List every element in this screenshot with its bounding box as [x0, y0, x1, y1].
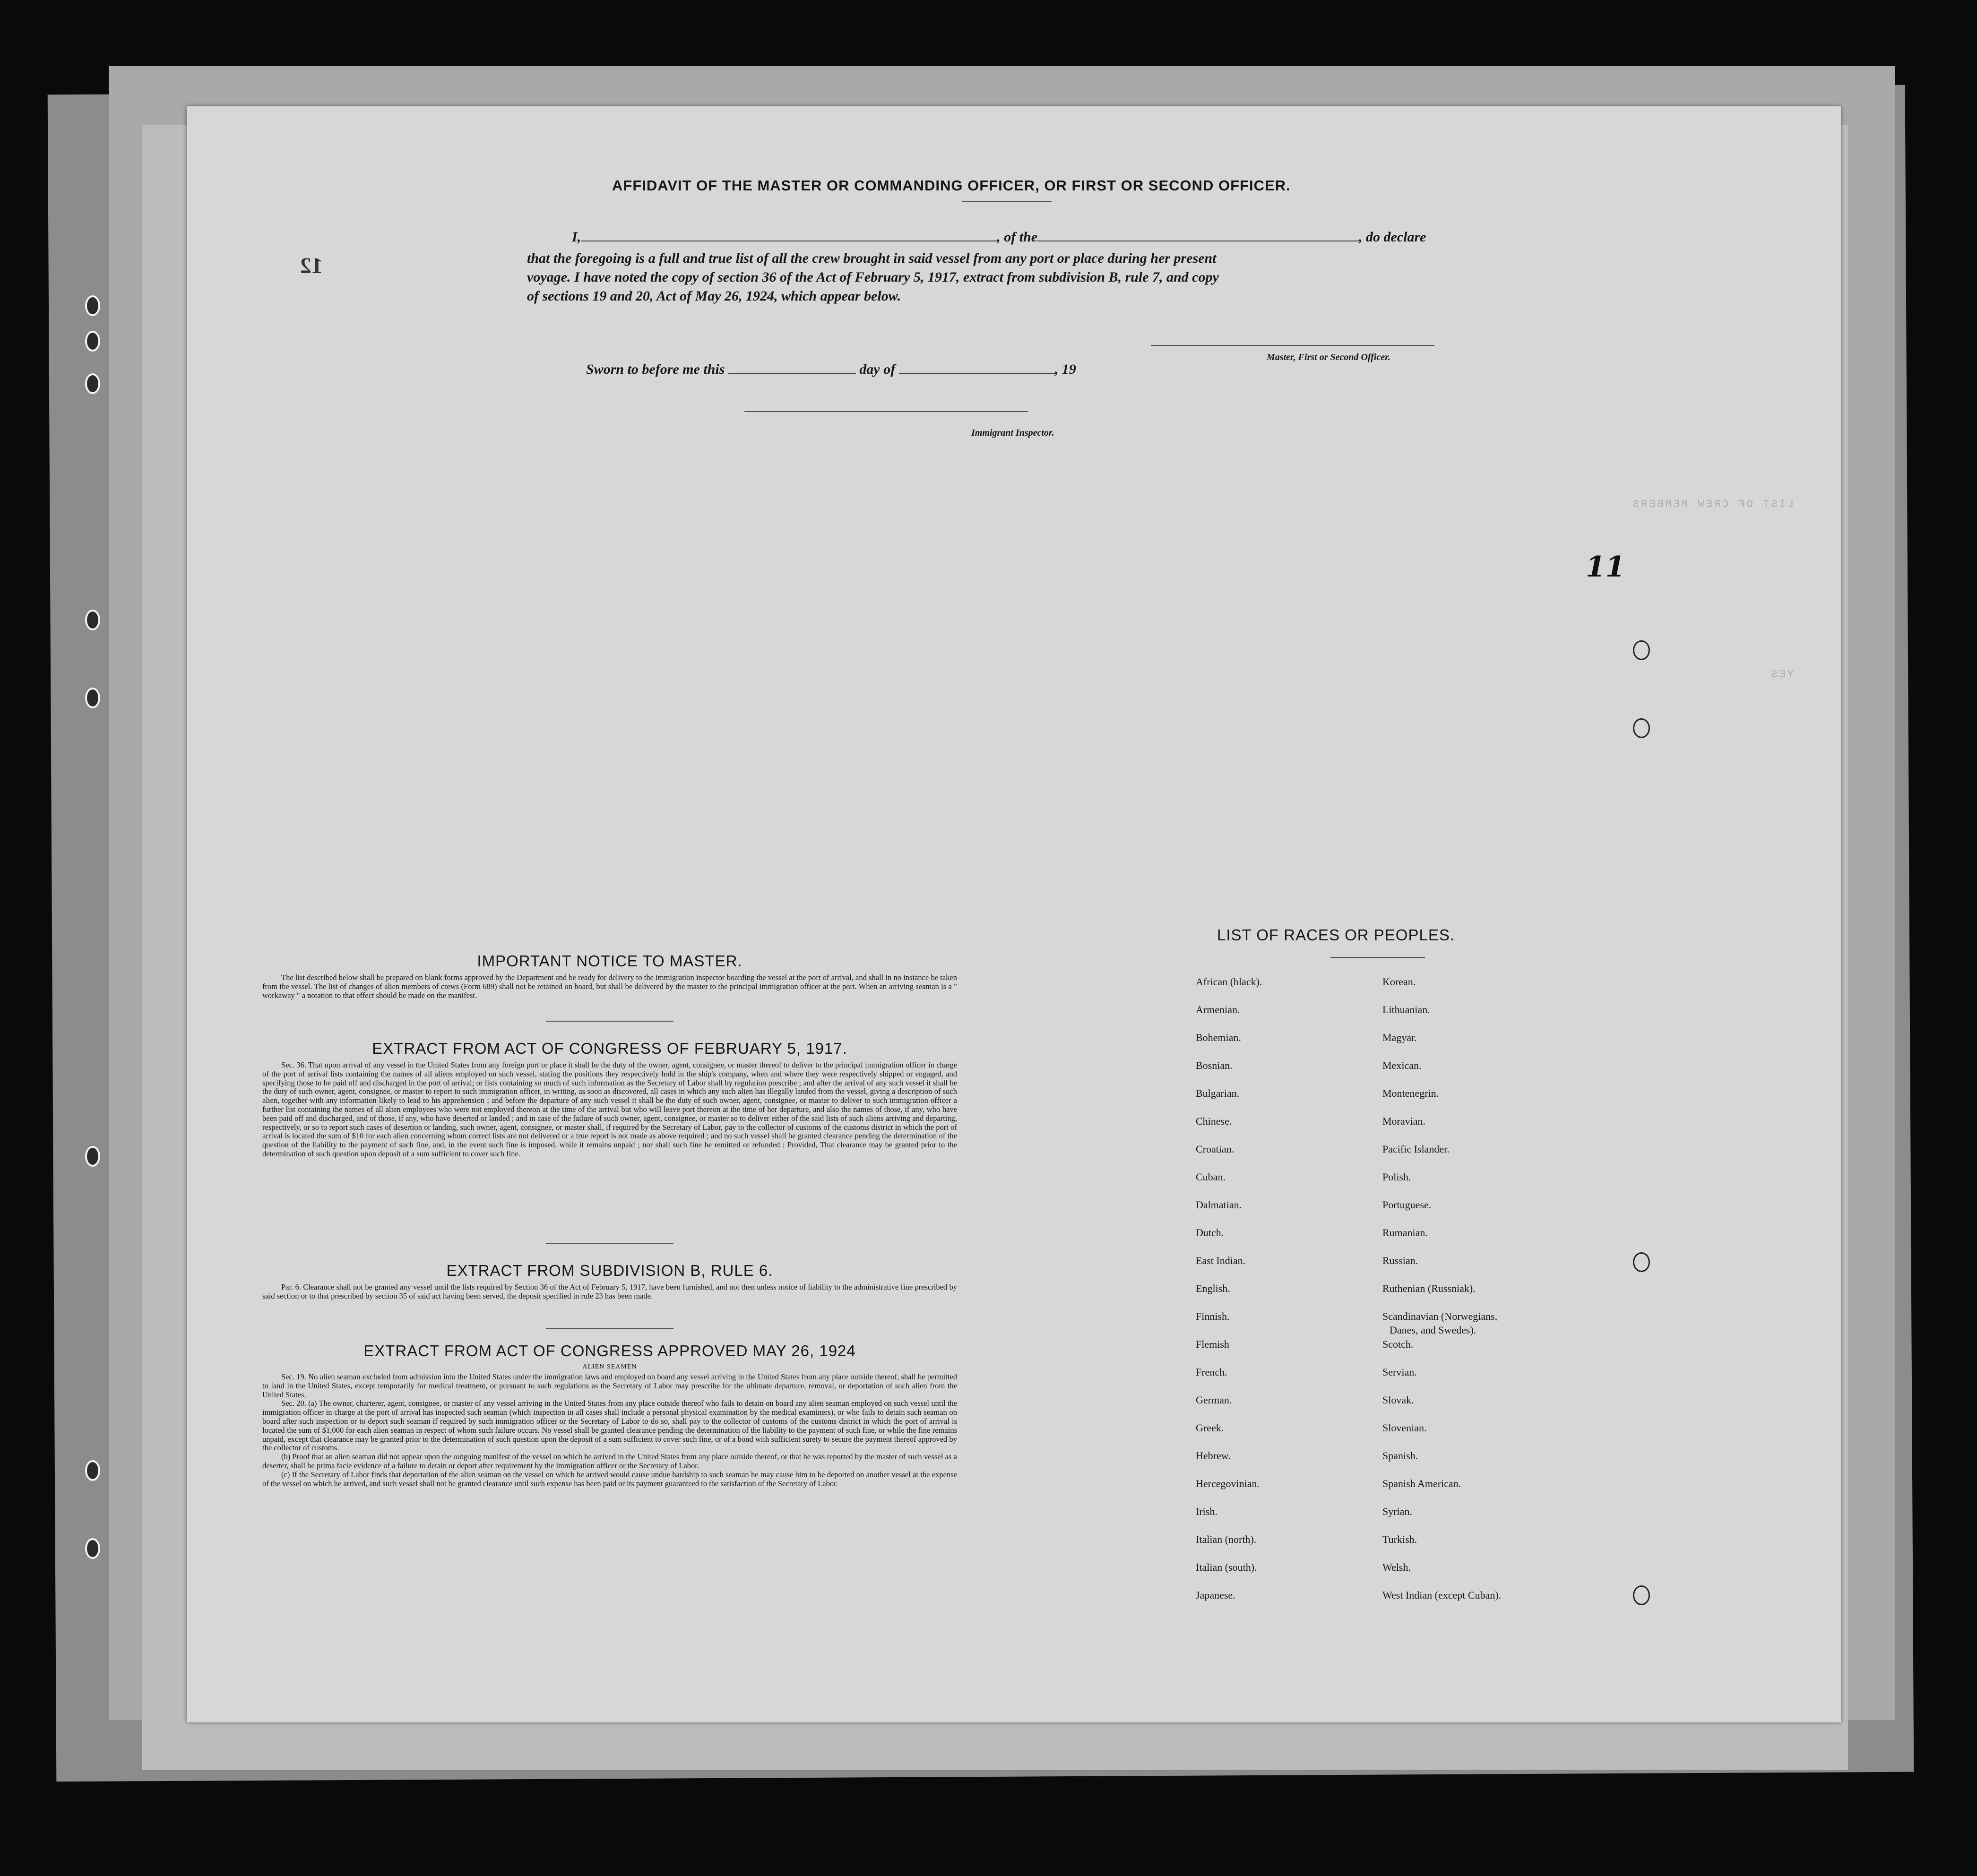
- race-item: West Indian (except Cuban).: [1382, 1589, 1502, 1601]
- race-item: Chinese.: [1196, 1115, 1232, 1127]
- race-item: Spanish.: [1382, 1450, 1418, 1462]
- race-item: Servian.: [1382, 1366, 1417, 1378]
- race-item: Italian (south).: [1196, 1561, 1257, 1573]
- master-signature-label: Master, First or Second Officer.: [1267, 352, 1390, 362]
- punch-mark: [1633, 1252, 1650, 1272]
- act-1924-body: [262, 1373, 957, 1488]
- act-1917-title: EXTRACT FROM ACT OF CONGRESS OF FEBRUARY 5, 1917.: [372, 1040, 847, 1057]
- rule-6-title: EXTRACT FROM SUBDIVISION B, RULE 6.: [446, 1262, 773, 1279]
- affidavit-title: AFFIDAVIT OF THE MASTER OR COMMANDING OFFICER, OR FIRST OR SECOND OFFICER.: [612, 177, 1291, 194]
- race-item: Moravian.: [1382, 1115, 1426, 1127]
- binder-hole: [85, 1460, 100, 1481]
- divider: [546, 1021, 673, 1022]
- race-item: Slovenian.: [1382, 1422, 1427, 1434]
- race-item: African (black).: [1196, 976, 1262, 988]
- race-item: Cuban.: [1196, 1171, 1226, 1183]
- binder-hole: [85, 331, 100, 352]
- race-item: Korean.: [1382, 976, 1416, 988]
- punch-mark: [1633, 640, 1650, 660]
- notice-title: IMPORTANT NOTICE TO MASTER.: [477, 952, 742, 970]
- race-item: Pacific Islander.: [1382, 1143, 1450, 1155]
- sworn-text: Sworn to before me this: [586, 361, 725, 377]
- sec-20a-paragraph: Sec. 20. (a) The owner, charterer, agent, consignee, or master of any vessel arriving in the United States from any place outside thereof who fails to detain on board any alien seaman employed on such vessel until the immigration officer in charge at the port of arrival has inspected such seaman (which inspection in all cases shall include a personal physical examination by the medical examiners), or who fails to detain such seaman on board after such inspection or to deport such seaman if required by such immigration officer or the Secretary of Labor to do so, shall pay to the collector of customs of the customs district in which the port of arrival is located the sum of $1,000 for each alien seaman in respect of whom such failure occurs. No vessel shall be granted clearance pending the determination of the liability to the payment of such fine, or while the fine remains unpaid, except that clearance may be granted prior to the determination of such question upon the deposit of a sum sufficient to cover such fine, or of a bond with sufficient surety to secure the payment thereof approved by the collector of customs.: [262, 1399, 957, 1453]
- race-item: Turkish.: [1382, 1533, 1417, 1545]
- race-item: Russian.: [1382, 1255, 1418, 1266]
- rule-6-paragraph: Par. 6. Clearance shall not be granted any vessel until the lists required by Section 36 of the Act of February 5, 1917, have been furnished, and not then unless notice of liability to the administrative fine prescribed by said section or to that prescribed by section 35 of said act having been served, the deposit specified in rule 23 has been made.: [262, 1282, 957, 1300]
- race-item: Bulgarian.: [1196, 1087, 1240, 1099]
- divider: [1330, 957, 1425, 958]
- race-item: Scandinavian (Norwegians,: [1382, 1310, 1498, 1322]
- binder-hole: [85, 688, 100, 708]
- race-item: Rumanian.: [1382, 1227, 1428, 1239]
- race-item-continuation: Danes, and Swedes).: [1390, 1324, 1476, 1336]
- affidavit-line3: voyage. I have noted the copy of section 36 of the Act of February 5, 1917, extract from subdivision B, rule 7, and copy: [527, 269, 1219, 285]
- inspector-signature-line: [744, 411, 1028, 412]
- act-1917-paragraph: Sec. 36. That upon arrival of any vessel in the United States from any foreign port or place it shall be the duty of the owner, agent, consignee, or master thereof to deliver to the principal immigration officer in charge of the port of arrival lists containing the names of all aliens employed on such vessel, stating the positions they respectively hold in the ship's company, when and where they were respectively shipped or engaged, and specifying those to be paid off and discharged in the port of arrival; or lists containing so much of such information as the Secretary of Labor shall by regulation prescribe ; and after the arrival of any such vessel it shall be the duty of such owner, agent, consignee, or master to report to such immigration officer, in writing, as soon as discovered, all cases in which any such alien has illegally landed from the vessel, giving a description of such alien, together with any information likely to lead to his apprehension ; and before the departure of any such vessel it shall be the duty of such owner, agent, consignee, or master to deliver to such immigration officer a further list containing the names of all alien employees who were not employed thereon at the time of the arrival but who will leave port thereon at the time of her departure, and also the names of those, if any, who have been paid off and discharged, and of those, if any, who have deserted or landed ; and in case of the failure of such owner, agent, consignee, or master so to deliver either of the said lists of such aliens arriving and departing, respectively, or so to report such cases of desertion or landing, such owner, agent, consignee, or master shall, if required by the Secretary of Labor, pay to the collector of customs of the customs district in which the port of arrival is located the sum of $10 for each alien concerning whom correct lists are not delivered or a true report is not made as above required ; and no such vessel shall be granted clearance pending the determination of the question of the liability to the payment of such fine, and, in the event such fine is imposed, while it remains unpaid ; nor shall such fine be remitted or refunded : Provided, That clearance may be granted prior to the determination of such question upon deposit of a sum sufficient to cover such fine.: [262, 1060, 957, 1158]
- race-item: Irish.: [1196, 1506, 1217, 1517]
- race-item: Portuguese.: [1382, 1199, 1432, 1211]
- affidavit-line2: that the foregoing is a full and true list of all the crew brought in said vessel from any port or place during her present: [527, 250, 1217, 266]
- race-item: Lithuanian.: [1382, 1004, 1430, 1015]
- race-item: German.: [1196, 1394, 1232, 1406]
- bleed-through-text: YES: [1769, 669, 1794, 680]
- race-item: Flemish: [1196, 1338, 1229, 1350]
- race-item: English.: [1196, 1282, 1230, 1294]
- punch-mark: [1633, 1585, 1650, 1605]
- binder-hole: [85, 295, 100, 316]
- race-item: Slovak.: [1382, 1394, 1414, 1406]
- bleed-through-text: LIST OF CREW MEMBERS: [1631, 499, 1794, 510]
- race-item: East Indian.: [1196, 1255, 1246, 1266]
- race-item: Magyar.: [1382, 1032, 1417, 1043]
- inspector-label: Immigrant Inspector.: [971, 428, 1054, 438]
- race-item: Dalmatian.: [1196, 1199, 1242, 1211]
- race-item: Italian (north).: [1196, 1533, 1257, 1545]
- divider: [546, 1328, 673, 1329]
- race-item: Bosnian.: [1196, 1059, 1233, 1071]
- binder-hole: [85, 1146, 100, 1167]
- race-item: Polish.: [1382, 1171, 1411, 1183]
- race-item: Hercegovinian.: [1196, 1478, 1260, 1489]
- binder-hole: [85, 1538, 100, 1559]
- divider: [962, 201, 1052, 202]
- divider: [546, 1243, 673, 1244]
- notice-paragraph: The list described below shall be prepared on blank forms approved by the Department and be ready for delivery to the immigration inspector boarding the vessel at the port of arrival, and shall in no instance be taken from the vessel. The list of changes of alien members of crews (Form 689) shall not be retained on board, but shall be delivered by the master to the principal immigration officer at the port. When an arriving seaman is a " workaway " a notation to that effect should be made on the manifest.: [262, 973, 957, 1000]
- race-item: Ruthenian (Russniak).: [1382, 1282, 1476, 1294]
- race-item: Welsh.: [1382, 1561, 1411, 1573]
- race-item: Croatian.: [1196, 1143, 1235, 1155]
- sworn-month-blank[interactable]: [899, 373, 1055, 374]
- affidavit-line4: of sections 19 and 20, Act of May 26, 1924, which appear below.: [527, 288, 901, 304]
- race-item: Greek.: [1196, 1422, 1224, 1434]
- race-item: Dutch.: [1196, 1227, 1224, 1239]
- sworn-line: [586, 361, 1076, 378]
- manifest-page: [187, 106, 1841, 1722]
- binder-hole: [85, 373, 100, 394]
- race-item: Bohemian.: [1196, 1032, 1241, 1043]
- race-item: Armenian.: [1196, 1004, 1240, 1015]
- rule-6-body: [262, 1283, 957, 1301]
- affidavit-line1: [572, 229, 1659, 245]
- handwritten-mark: 11: [1586, 551, 1625, 584]
- race-item: Hebrew.: [1196, 1450, 1231, 1462]
- act-1917-body: [262, 1061, 957, 1159]
- races-title: LIST OF RACES OR PEOPLES.: [1217, 926, 1455, 944]
- race-item: Finnish.: [1196, 1310, 1230, 1322]
- act-1924-subtitle: ALIEN SEAMEN: [582, 1363, 637, 1370]
- act-1924-title: EXTRACT FROM ACT OF CONGRESS APPROVED MAY 26, 1924: [363, 1342, 856, 1360]
- sworn-text: day of: [859, 361, 896, 377]
- binder-hole: [85, 610, 100, 630]
- affidavit-text: I,: [572, 229, 581, 245]
- page-number: 12: [300, 253, 323, 278]
- race-item: French.: [1196, 1366, 1227, 1378]
- race-item: Syrian.: [1382, 1506, 1412, 1517]
- notice-body: [262, 973, 957, 1000]
- race-item: Montenegrin.: [1382, 1087, 1439, 1099]
- race-item: Mexican.: [1382, 1059, 1422, 1071]
- affidavit-text: , do declare: [1359, 229, 1426, 245]
- sworn-day-blank[interactable]: [728, 373, 856, 374]
- sworn-text: , 19: [1054, 361, 1076, 377]
- affidavit-text: , of the: [997, 229, 1038, 245]
- race-item: Japanese.: [1196, 1589, 1235, 1601]
- race-item: Spanish American.: [1382, 1478, 1461, 1489]
- signature-line: [1151, 345, 1434, 346]
- sec-20b-paragraph: (b) Proof that an alien seaman did not appear upon the outgoing manifest of the vessel on which he arrived in the United States from any place outside thereof, or that he was reported by the master of such vessel as a deserter, shall be prima facie evidence of a failure to detain or deport after requirement by the immigration officer or the Secretary of Labor.: [262, 1452, 957, 1470]
- sec-19-paragraph: Sec. 19. No alien seaman excluded from admission into the United States under the immigration laws and employed on board any vessel arriving in the United States from any place outside thereof, shall be permitted to land in the United States, except temporarily for medical treatment, or pursuant to such regulations as the Secretary of Labor may prescribe for the ultimate departure, removal, or deportation of such alien from the United States.: [262, 1372, 957, 1399]
- race-item: Scotch.: [1382, 1338, 1414, 1350]
- punch-mark: [1633, 718, 1650, 738]
- sec-20c-paragraph: (c) If the Secretary of Labor finds that deportation of the alien seaman on the vessel on which he arrived would cause undue hardship to such seaman he may cause him to be deported on another vessel at the expense of the vessel on which he arrived, and such vessel shall not be granted clearance until such expense has been paid or its payment guaranteed to the satisfaction of the Secretary of Labor.: [262, 1470, 957, 1488]
